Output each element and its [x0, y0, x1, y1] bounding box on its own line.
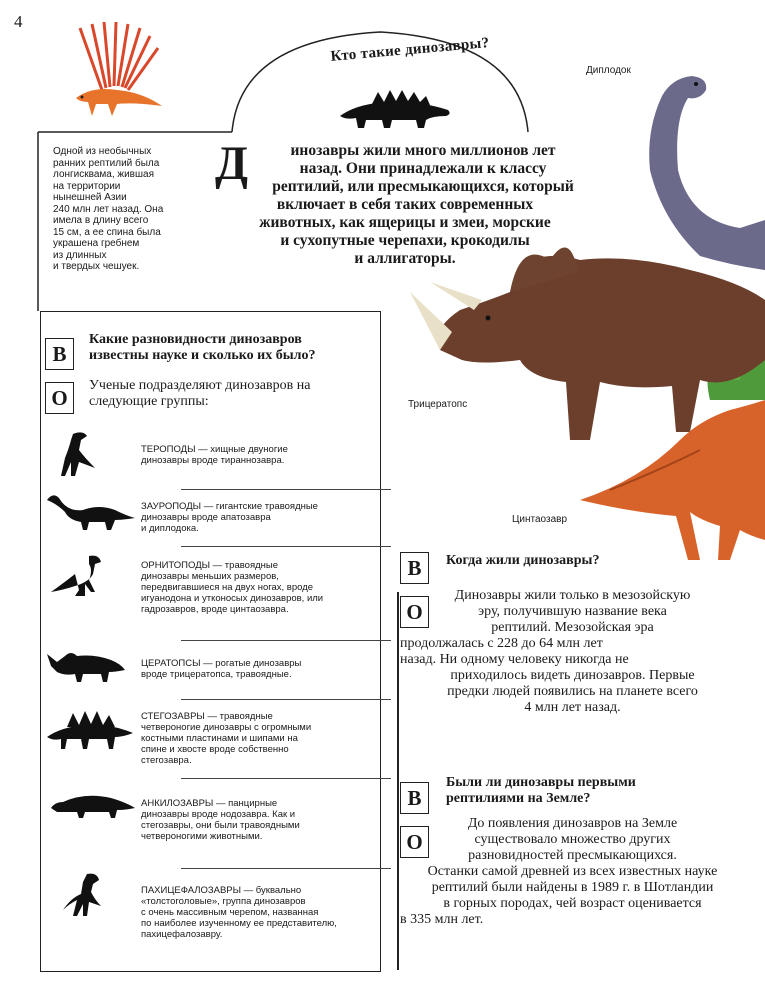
- group-sauropods: [141, 501, 381, 534]
- group-line: ЗАУРОПОДЫ — гигантские травоядные: [141, 501, 318, 512]
- intro-line: включает в себя таких современных: [276, 196, 534, 213]
- question-badge: В: [45, 338, 74, 370]
- answer-text: [89, 378, 369, 410]
- answer-line: в 335 млн лет.: [400, 912, 484, 927]
- answer-line: рептилий. Мезозойская эра: [491, 620, 654, 635]
- separator: [181, 868, 391, 869]
- side-note-line: 15 см, а ее спина была: [53, 226, 161, 238]
- side-note-line: 240 млн лет назад. Она: [53, 203, 164, 215]
- side-note: [53, 146, 203, 273]
- side-note-line: из длинных: [53, 249, 107, 261]
- side-note-line: нынешней Азии: [53, 192, 127, 203]
- answer-badge: О: [400, 826, 429, 858]
- sauropod-icon: [45, 490, 135, 530]
- intro-line: рептилий, или пресмыкающихся, который: [272, 178, 574, 195]
- ankylosaur-icon: [45, 790, 135, 820]
- group-stegosaurs: [141, 711, 381, 766]
- ornithopod-icon: [45, 552, 115, 598]
- group-line: с очень массивным черепом, названная: [141, 907, 319, 918]
- answer-line: следующие группы:: [89, 394, 209, 409]
- group-line: ОРНИТОПОДЫ — травоядные: [141, 560, 278, 571]
- side-note-line: ранних рептилий была: [53, 157, 160, 169]
- qa-groups-box: [40, 311, 381, 972]
- group-line: ПАХИЦЕФАЛОЗАВРЫ — буквально: [141, 885, 302, 896]
- separator: [181, 778, 391, 779]
- group-line: гадрозавров, вроде цинтаозавра.: [141, 604, 289, 615]
- group-ornithopods: [141, 560, 381, 615]
- group-line: стегозавры, они были травоядными: [141, 820, 300, 831]
- group-line: игуанодона и утконосых динозавров, или: [141, 593, 324, 604]
- intro-line: и аллигаторы.: [354, 250, 456, 267]
- label-triceratops: Трицератопс: [408, 399, 468, 410]
- answer-text: [400, 588, 745, 716]
- separator: [181, 699, 391, 700]
- answer-line: приходилось видеть динозавров. Первые: [450, 668, 695, 683]
- group-line: стегозавра.: [141, 755, 192, 766]
- answer-line: До появления динозавров на Земле: [467, 816, 678, 831]
- answer-badge: О: [45, 382, 74, 414]
- group-line: ТЕРОПОДЫ — хищные двуногие: [141, 444, 288, 455]
- question-line: известны науке и сколько их было?: [89, 348, 316, 363]
- question-text: [89, 332, 369, 364]
- ceratopsian-icon: [45, 646, 125, 686]
- question-text: [446, 775, 746, 807]
- group-line: динозавры меньших размеров,: [141, 571, 279, 582]
- question-badge: В: [400, 782, 429, 814]
- theropod-icon: [45, 428, 105, 478]
- answer-badge: О: [400, 596, 429, 628]
- intro-line: животных, как ящерицы и змеи, морские: [259, 214, 551, 231]
- group-line: АНКИЛОЗАВРЫ — панцирные: [141, 798, 278, 809]
- side-note-line: имела в длину всего: [53, 215, 149, 226]
- group-line: и диплодока.: [141, 523, 199, 534]
- group-line: СТЕГОЗАВРЫ — травоядные: [141, 711, 273, 722]
- side-note-line: Одной из необычных: [53, 146, 152, 157]
- side-note-line: на территории: [53, 180, 121, 192]
- answer-line: назад. Ни одному человеку никогда не: [400, 652, 629, 667]
- group-line: динозавры вроде нодозавра. Как и: [141, 809, 296, 820]
- group-line: четвероногими животными.: [141, 831, 263, 842]
- answer-line: Ученые подразделяют динозавров на: [89, 378, 311, 393]
- group-theropods: [141, 444, 381, 466]
- dinosaur-scene-illustration: [400, 60, 765, 570]
- label-tsintaosaurus: Цинтаозавр: [512, 514, 568, 525]
- answer-line: 4 млн лет назад.: [524, 700, 621, 715]
- group-pachycephalosaurs: [141, 885, 381, 940]
- group-line: динозавры вроде тираннозавра.: [141, 455, 285, 466]
- group-line: ЦЕРАТОПСЫ — рогатые динозавры: [141, 658, 302, 669]
- answer-line: эру, получившую название века: [478, 604, 667, 619]
- group-line: передвигавшиеся на двух ногах, вроде: [141, 582, 314, 593]
- separator: [181, 640, 391, 641]
- answer-line: рептилий были найдены в 1989 г. в Шотландии: [431, 880, 714, 895]
- intro-line: назад. Они принадлежали к классу: [299, 160, 547, 177]
- side-note-line: украшена гребнем: [53, 238, 140, 249]
- answer-line: предки людей появились на планете всего: [447, 684, 698, 699]
- separator: [181, 546, 391, 547]
- question-line: Были ли динозавры первыми: [446, 775, 636, 790]
- group-line: костными пластинами и шипами на: [141, 733, 298, 744]
- group-line: вроде трицератопса, травоядные.: [141, 669, 292, 680]
- answer-line: разновидностей пресмыкающихся.: [468, 848, 677, 863]
- group-line: «толстоголовые», группа динозавров: [141, 896, 306, 907]
- intro-line: инозавры жили много миллионов лет: [290, 142, 556, 159]
- group-ceratopsians: [141, 658, 381, 680]
- answer-line: существовало множество других: [474, 832, 671, 847]
- group-line: пахицефалозавру.: [141, 929, 223, 940]
- frame-line: [397, 592, 399, 780]
- question-badge: В: [400, 552, 429, 584]
- page-title: Кто такие динозавры?: [329, 35, 490, 65]
- group-line: четвероногие динозавры с огромными: [141, 722, 312, 733]
- label-diplodocus: Диплодок: [586, 65, 631, 76]
- answer-line: Динозавры жили только в мезозойскую: [454, 588, 691, 603]
- group-line: динозавры вроде апатозавра: [141, 512, 271, 523]
- group-ankylosaurs: [141, 798, 381, 842]
- answer-line: продолжалась с 228 до 64 млн лет: [400, 636, 603, 651]
- page-number: 4: [14, 12, 23, 31]
- side-note-line: и твердых чешуек.: [53, 261, 140, 272]
- group-line: спине и хвосте вроде собственно: [141, 744, 289, 755]
- frame-line: [397, 780, 399, 970]
- side-note-line: лонгисквама, жившая: [53, 169, 154, 180]
- answer-line: Останки самой древней из всех известных науке: [427, 864, 718, 879]
- group-line: по наиболее изученному ее представителю,: [141, 918, 337, 929]
- stegosaur-icon: [45, 707, 135, 751]
- question-text: Когда жили динозавры?: [446, 553, 600, 568]
- answer-line: в горных породах, чей возраст оценивается: [443, 896, 702, 911]
- answer-text: [400, 816, 745, 928]
- separator: [181, 489, 391, 490]
- intro-dropcap: Д: [215, 137, 249, 190]
- question-line: Какие разновидности динозавров: [89, 332, 302, 347]
- intro-line: и сухопутные черепахи, крокодилы: [280, 232, 530, 249]
- question-line: рептилиями на Земле?: [446, 791, 591, 806]
- pachycephalosaur-icon: [61, 870, 111, 920]
